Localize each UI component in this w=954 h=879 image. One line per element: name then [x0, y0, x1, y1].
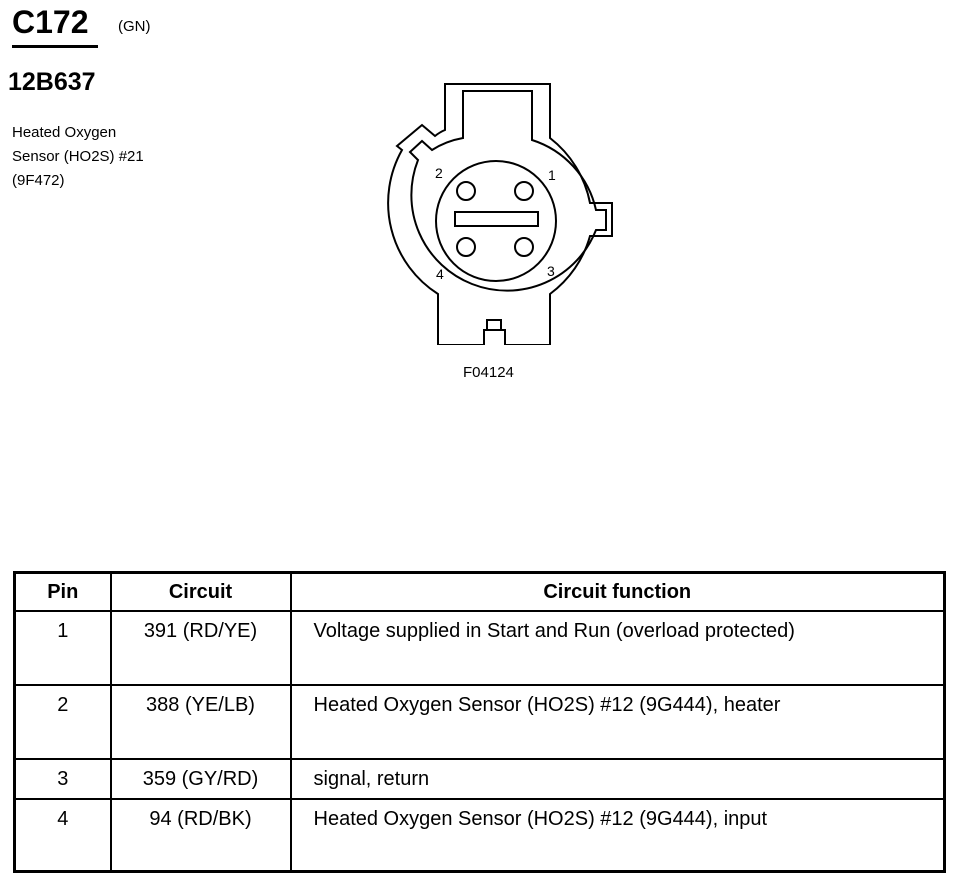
cell-circuit: 391 (RD/YE)	[111, 611, 291, 685]
cell-pin: 1	[15, 611, 111, 685]
cell-pin: 3	[15, 759, 111, 799]
table-header-row	[15, 573, 945, 612]
table-row	[15, 611, 945, 685]
figure-id: F04124	[463, 364, 514, 381]
description-line: (9F472)	[12, 172, 65, 189]
part-number: 12B637	[8, 68, 96, 96]
header-circuit-function: Circuit function	[291, 573, 945, 612]
header-pin: Pin	[15, 573, 111, 612]
pin-label-4: 4	[436, 266, 444, 282]
connector-housing-outline	[388, 84, 612, 345]
pin-4	[457, 238, 475, 256]
pin-label-3: 3	[547, 263, 555, 279]
title-underline	[12, 45, 98, 48]
cell-pin: 2	[15, 685, 111, 759]
cell-circuit: 359 (GY/RD)	[111, 759, 291, 799]
description-line: Heated Oxygen	[12, 124, 117, 141]
connector-description	[12, 121, 144, 193]
cell-function: Voltage supplied in Start and Run (overload protected)	[291, 611, 945, 685]
pin-label-2: 2	[435, 165, 443, 181]
cell-pin: 4	[15, 799, 111, 872]
connector-housing-inner	[410, 91, 606, 291]
pin-2	[457, 182, 475, 200]
pin-3	[515, 238, 533, 256]
key-slot	[455, 212, 538, 226]
cell-function: signal, return	[291, 759, 945, 799]
cell-function: Heated Oxygen Sensor (HO2S) #12 (9G444), input	[291, 799, 945, 872]
cell-function: Heated Oxygen Sensor (HO2S) #12 (9G444), heater	[291, 685, 945, 759]
connector-color-code: (GN)	[118, 18, 151, 35]
latch-notch	[487, 320, 501, 330]
cell-circuit: 388 (YE/LB)	[111, 685, 291, 759]
cell-circuit: 94 (RD/BK)	[111, 799, 291, 872]
pin-label-1: 1	[548, 167, 556, 183]
connector-id: C172	[12, 4, 89, 40]
pin-circuit-table	[13, 571, 946, 873]
table-row	[15, 799, 945, 872]
table-row	[15, 685, 945, 759]
header-circuit: Circuit	[111, 573, 291, 612]
table-row	[15, 759, 945, 799]
connector-face-diagram	[380, 75, 620, 345]
pin-1	[515, 182, 533, 200]
description-line: Sensor (HO2S) #21	[12, 148, 144, 165]
